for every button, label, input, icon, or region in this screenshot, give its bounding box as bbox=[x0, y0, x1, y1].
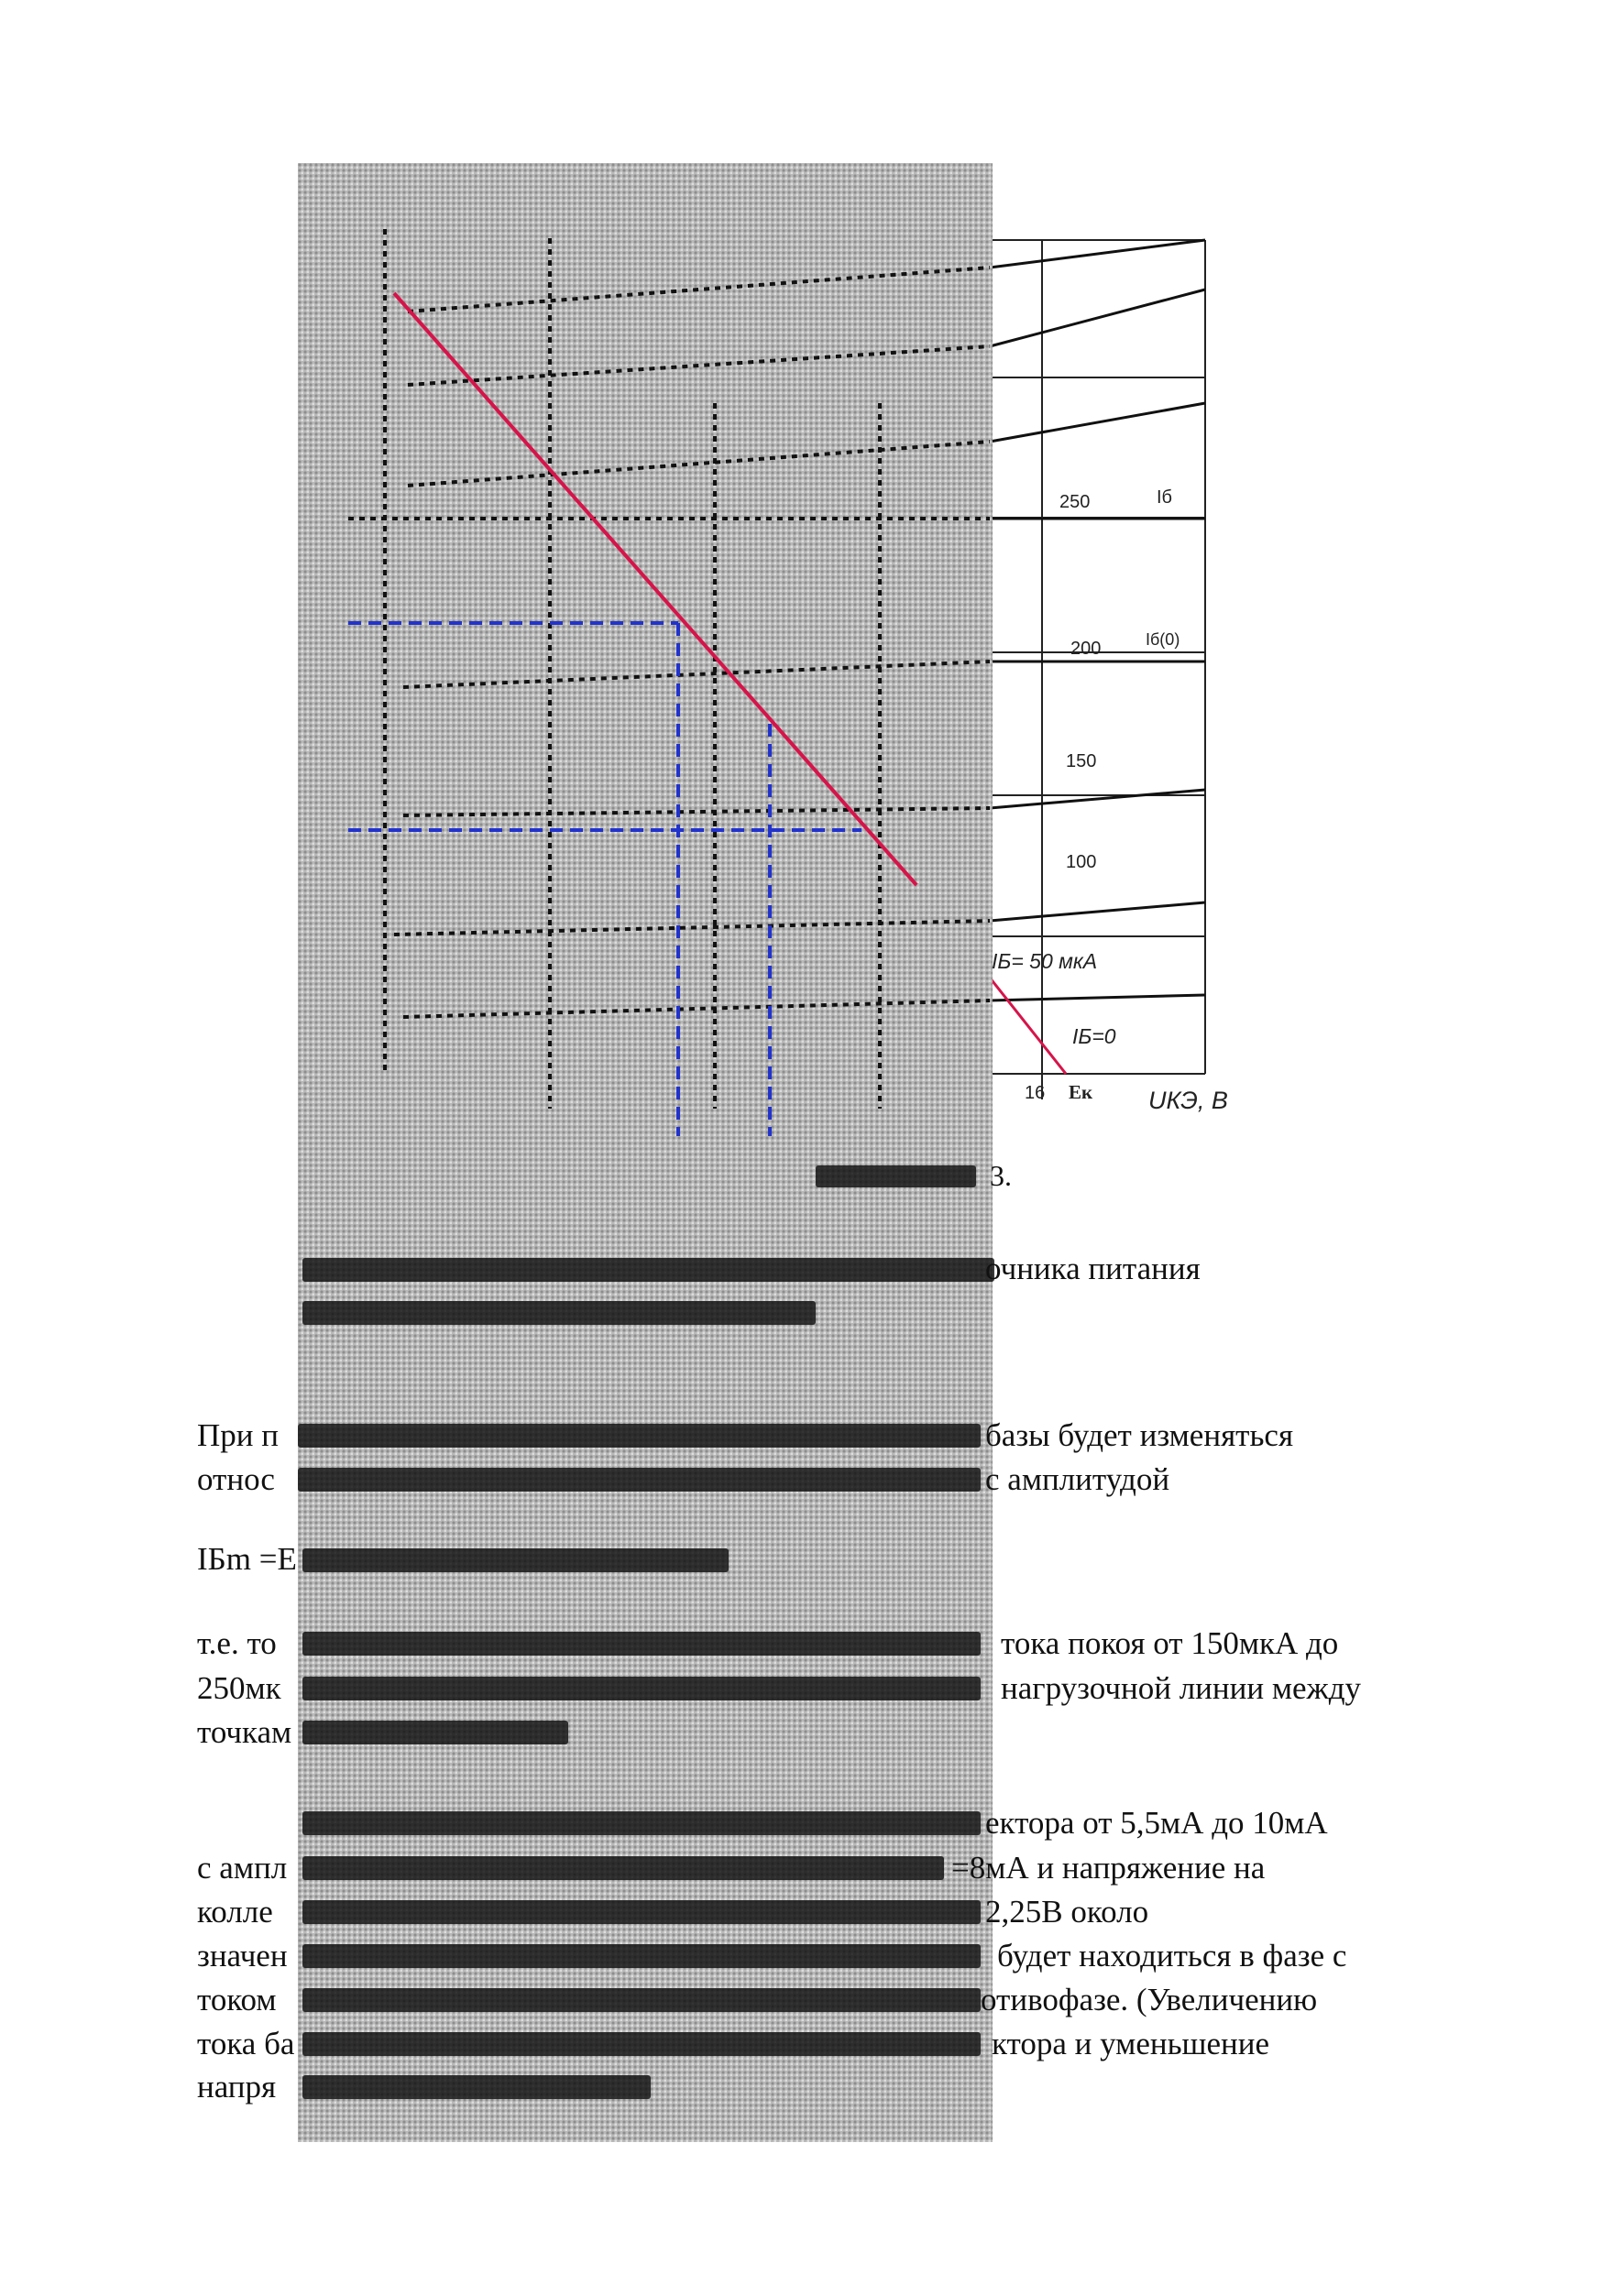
p4-line5-end: отивофазе. (Увеличению bbox=[981, 1982, 1318, 2017]
p4-line1-end: ектора от 5,5мА до 10мА bbox=[985, 1805, 1328, 1841]
curve-3 bbox=[990, 403, 1205, 442]
ib-label-150: 150 bbox=[1066, 751, 1097, 771]
redacted-p1-line1 bbox=[298, 1424, 981, 1448]
ek-label: Ек bbox=[1069, 1081, 1093, 1103]
p1-line1-end: базы будет изменяться bbox=[985, 1417, 1294, 1453]
heading-line-end: очника питания bbox=[985, 1251, 1201, 1286]
ib-50-label: IБ= 50 мкА bbox=[992, 949, 1098, 973]
ib-label-100: 100 bbox=[1066, 852, 1097, 872]
redacted-p1-line2 bbox=[298, 1468, 981, 1492]
p1-line1-start: При п bbox=[197, 1417, 279, 1453]
redacted-p4-line4 bbox=[302, 1944, 981, 1968]
redacted-p3-line3 bbox=[302, 1721, 568, 1744]
curve-ib-150 bbox=[990, 790, 1205, 808]
redacted-heading-1 bbox=[302, 1258, 994, 1282]
p3-line2-start: 250мк bbox=[197, 1670, 281, 1706]
p2-start: IБm =E bbox=[197, 1541, 297, 1577]
redacted-p3-line1 bbox=[302, 1632, 981, 1656]
p1-line2-end: с амплитудой bbox=[985, 1461, 1170, 1497]
p4-line6-end: ктора и уменьшение bbox=[992, 2026, 1270, 2061]
p4-line6-start: тока ба bbox=[197, 2026, 295, 2061]
redacted-p4-line3 bbox=[302, 1900, 981, 1924]
p3-line1-end: тока покоя от 150мкА до bbox=[1001, 1625, 1339, 1661]
redacted-p4-line5 bbox=[302, 1988, 981, 2012]
ib-label-200: 200 bbox=[1070, 639, 1102, 659]
curve-ib-100 bbox=[990, 902, 1205, 921]
p4-line3-start: колле bbox=[197, 1894, 273, 1930]
redacted-region bbox=[298, 163, 993, 2142]
p4-line3-end: 2,25В около bbox=[985, 1894, 1149, 1930]
redacted-p4-line6 bbox=[302, 2032, 981, 2056]
curve-1 bbox=[990, 240, 1205, 268]
p4-line7-start: напря bbox=[197, 2069, 277, 2105]
p1-line2-start: относ bbox=[197, 1461, 275, 1497]
p4-line4-start: значен bbox=[197, 1938, 288, 1973]
redacted-heading-2 bbox=[302, 1301, 816, 1325]
curve-2 bbox=[990, 290, 1205, 346]
p4-line4-end: будет находиться в фазе с bbox=[997, 1938, 1347, 1973]
p4-line2-end: =8мА и напряжение на bbox=[951, 1850, 1266, 1886]
x-tick-16: 16 bbox=[1025, 1083, 1046, 1103]
x-axis-label: UКЭ, В bbox=[1148, 1087, 1228, 1114]
figure-caption: 3. bbox=[990, 1159, 1012, 1192]
redacted-p3-line2 bbox=[302, 1677, 981, 1700]
ib-quiescent-label: Iб(0) bbox=[1146, 630, 1180, 649]
p3-line3-start: точкам bbox=[197, 1714, 292, 1750]
curve-ib-50 bbox=[990, 995, 1205, 1000]
p4-line5-start: током bbox=[197, 1982, 277, 2017]
redacted-p4-line7 bbox=[302, 2075, 651, 2099]
ib-symbol-label: Iб bbox=[1157, 487, 1173, 508]
p3-line2-end: нагрузочной линии между bbox=[1001, 1670, 1361, 1706]
ib-label-250: 250 bbox=[1059, 492, 1091, 512]
p3-line1-start: т.е. то bbox=[197, 1625, 277, 1661]
characteristic-curves bbox=[990, 240, 1205, 1000]
redacted-p2 bbox=[302, 1548, 729, 1572]
ib-0-label: IБ=0 bbox=[1072, 1024, 1116, 1048]
redacted-p4-line2 bbox=[302, 1856, 944, 1880]
redacted-p4-line1 bbox=[302, 1811, 981, 1835]
redacted-caption-word bbox=[816, 1165, 976, 1187]
p4-line2-start: с ампл bbox=[197, 1850, 288, 1886]
